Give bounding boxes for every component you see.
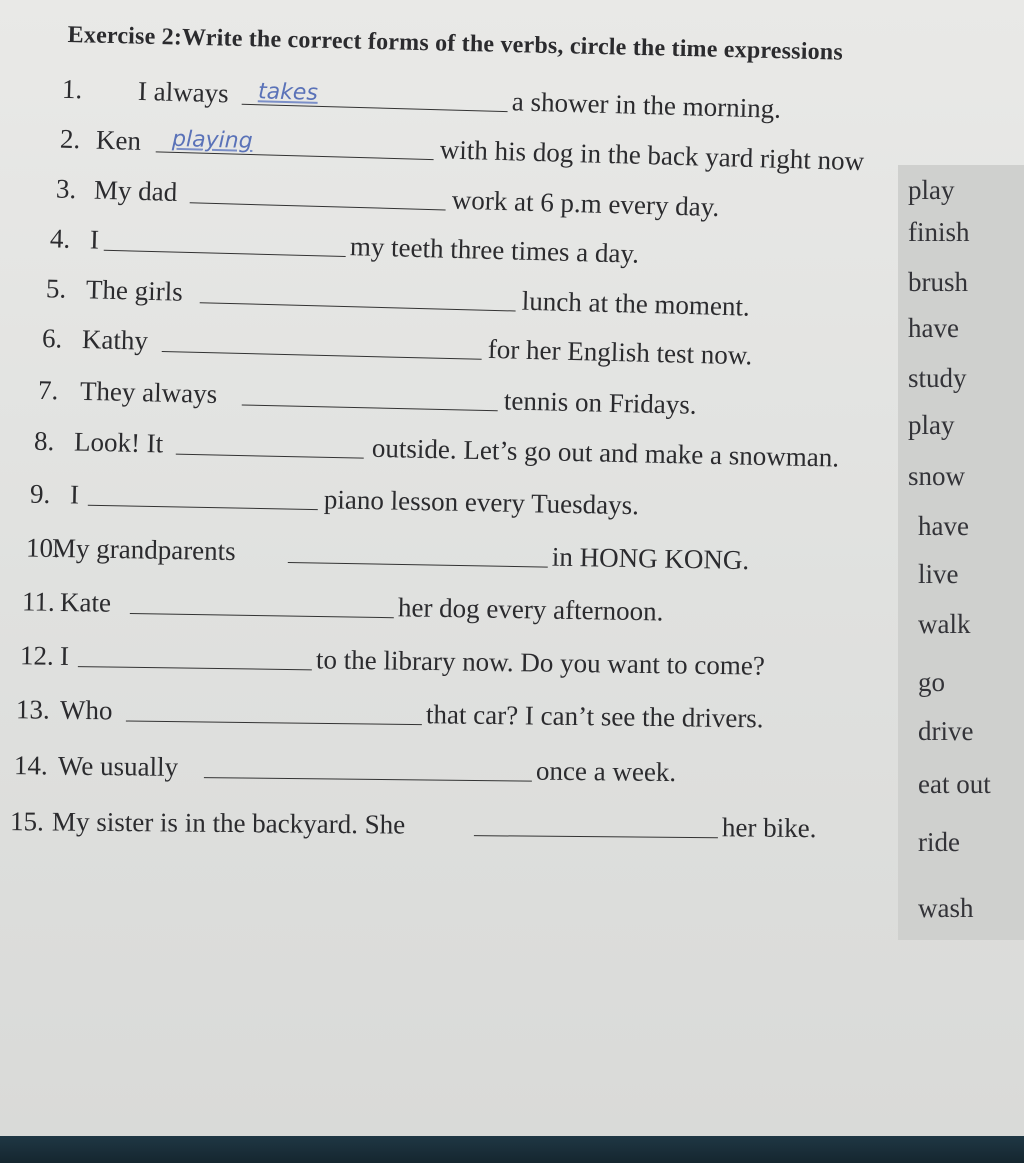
word-bank-item: live	[918, 559, 959, 589]
item-subject: Kate	[59, 586, 112, 618]
item-number: 2.	[59, 123, 81, 155]
item-number: 14.	[13, 750, 48, 781]
item-subject: They always	[79, 375, 218, 409]
handwritten-answer: takes	[257, 79, 319, 106]
word-bank-item: walk	[918, 609, 971, 639]
item-number: 15.	[9, 806, 44, 837]
item-number: 5.	[45, 273, 67, 304]
answer-blank[interactable]	[130, 613, 394, 618]
item-number: 1.	[61, 73, 83, 105]
answer-blank[interactable]	[242, 404, 498, 411]
exercise-item	[0, 478, 900, 529]
item-subject: I always	[137, 75, 230, 109]
word-bank-item: drive	[918, 716, 974, 746]
item-number: 13.	[15, 694, 50, 725]
exercise-title: Exercise 2:Write the correct forms of the verbs, circle the time expressions	[67, 22, 844, 66]
item-subject: My sister is in the backyard. She	[51, 806, 406, 840]
exercise-item	[0, 806, 900, 848]
word-bank-item: brush	[908, 267, 968, 297]
item-number: 4.	[49, 223, 71, 254]
item-rest: work at 6 p.m every day.	[451, 184, 720, 223]
item-subject: Look! It	[73, 426, 164, 459]
item-rest: in HONG KONG.	[551, 541, 750, 576]
item-number: 6.	[41, 323, 63, 354]
desk-edge	[0, 1136, 1024, 1163]
word-bank-item: play	[908, 410, 955, 440]
answer-blank[interactable]	[156, 151, 434, 160]
answer-blank[interactable]	[204, 777, 532, 781]
word-bank-item: play	[908, 175, 955, 205]
answer-blank[interactable]	[200, 302, 516, 311]
item-rest: her dog every afternoon.	[397, 592, 664, 627]
item-rest: with his dog in the back yard right now	[439, 134, 865, 177]
item-subject: We usually	[57, 750, 179, 782]
word-bank-item: snow	[908, 461, 966, 491]
answer-blank[interactable]	[104, 250, 346, 257]
answer-blank[interactable]	[88, 505, 318, 510]
exercise-item	[0, 374, 900, 428]
answer-blank[interactable]	[242, 104, 508, 112]
item-subject: Kathy	[81, 324, 149, 356]
word-bank	[898, 165, 1024, 940]
item-rest: outside. Let’s go out and make a snowman.	[371, 432, 840, 473]
word-bank-item: finish	[908, 217, 970, 247]
item-rest: tennis on Fridays.	[503, 385, 697, 420]
item-subject: I	[69, 479, 80, 510]
item-rest: for her English test now.	[487, 333, 753, 371]
exercise-item	[0, 586, 900, 634]
answer-blank[interactable]	[190, 202, 446, 210]
exercise-item	[0, 694, 900, 739]
word-bank-item: study	[908, 363, 967, 393]
exercise-item	[0, 222, 900, 280]
handwritten-answer: playing	[171, 126, 253, 155]
answer-blank[interactable]	[176, 454, 364, 459]
item-subject: I	[59, 640, 70, 671]
item-rest: piano lesson every Tuesdays.	[323, 484, 640, 521]
word-bank-item: eat out	[918, 769, 991, 799]
answer-blank[interactable]	[162, 351, 482, 360]
exercise-item	[0, 72, 900, 131]
word-bank-item: go	[918, 667, 945, 697]
item-number: 11.	[21, 586, 56, 617]
item-subject: I	[89, 224, 100, 255]
answer-blank[interactable]	[78, 666, 312, 670]
item-rest: lunch at the moment.	[521, 285, 751, 322]
item-subject: Ken	[95, 124, 142, 156]
item-number: 9.	[29, 478, 51, 509]
word-bank-item: have	[908, 313, 959, 343]
word-bank-item: have	[918, 511, 969, 541]
exercise-item	[0, 272, 900, 330]
item-rest: a shower in the morning.	[511, 86, 782, 124]
word-bank-item: ride	[918, 827, 960, 857]
item-subject: Who	[59, 694, 113, 726]
item-rest: my teeth three times a day.	[349, 231, 640, 269]
item-rest: her bike.	[721, 812, 817, 844]
item-rest: once a week.	[535, 755, 677, 788]
exercise-item	[0, 122, 900, 181]
item-subject: The girls	[85, 274, 184, 307]
answer-blank[interactable]	[474, 835, 718, 838]
item-number: 3.	[55, 173, 77, 205]
exercise-item	[0, 425, 900, 478]
exercise-item	[0, 322, 900, 378]
answer-blank[interactable]	[126, 721, 422, 726]
item-number: 12.	[19, 640, 54, 671]
exercise-item	[0, 640, 900, 687]
answer-blank[interactable]	[288, 562, 548, 568]
item-number: 7.	[37, 374, 59, 406]
exercise-item	[0, 750, 900, 793]
item-number: 10.	[25, 532, 61, 564]
item-rest: that car? I can’t see the drivers.	[425, 699, 764, 734]
item-subject: My dad	[93, 174, 178, 207]
item-rest: to the library now. Do you want to come?	[315, 644, 766, 681]
word-bank-item: wash	[918, 893, 974, 923]
item-number: 8.	[33, 425, 55, 457]
item-subject: My grandparents	[51, 532, 236, 567]
exercise-item	[0, 172, 900, 231]
exercise-item	[0, 532, 900, 582]
